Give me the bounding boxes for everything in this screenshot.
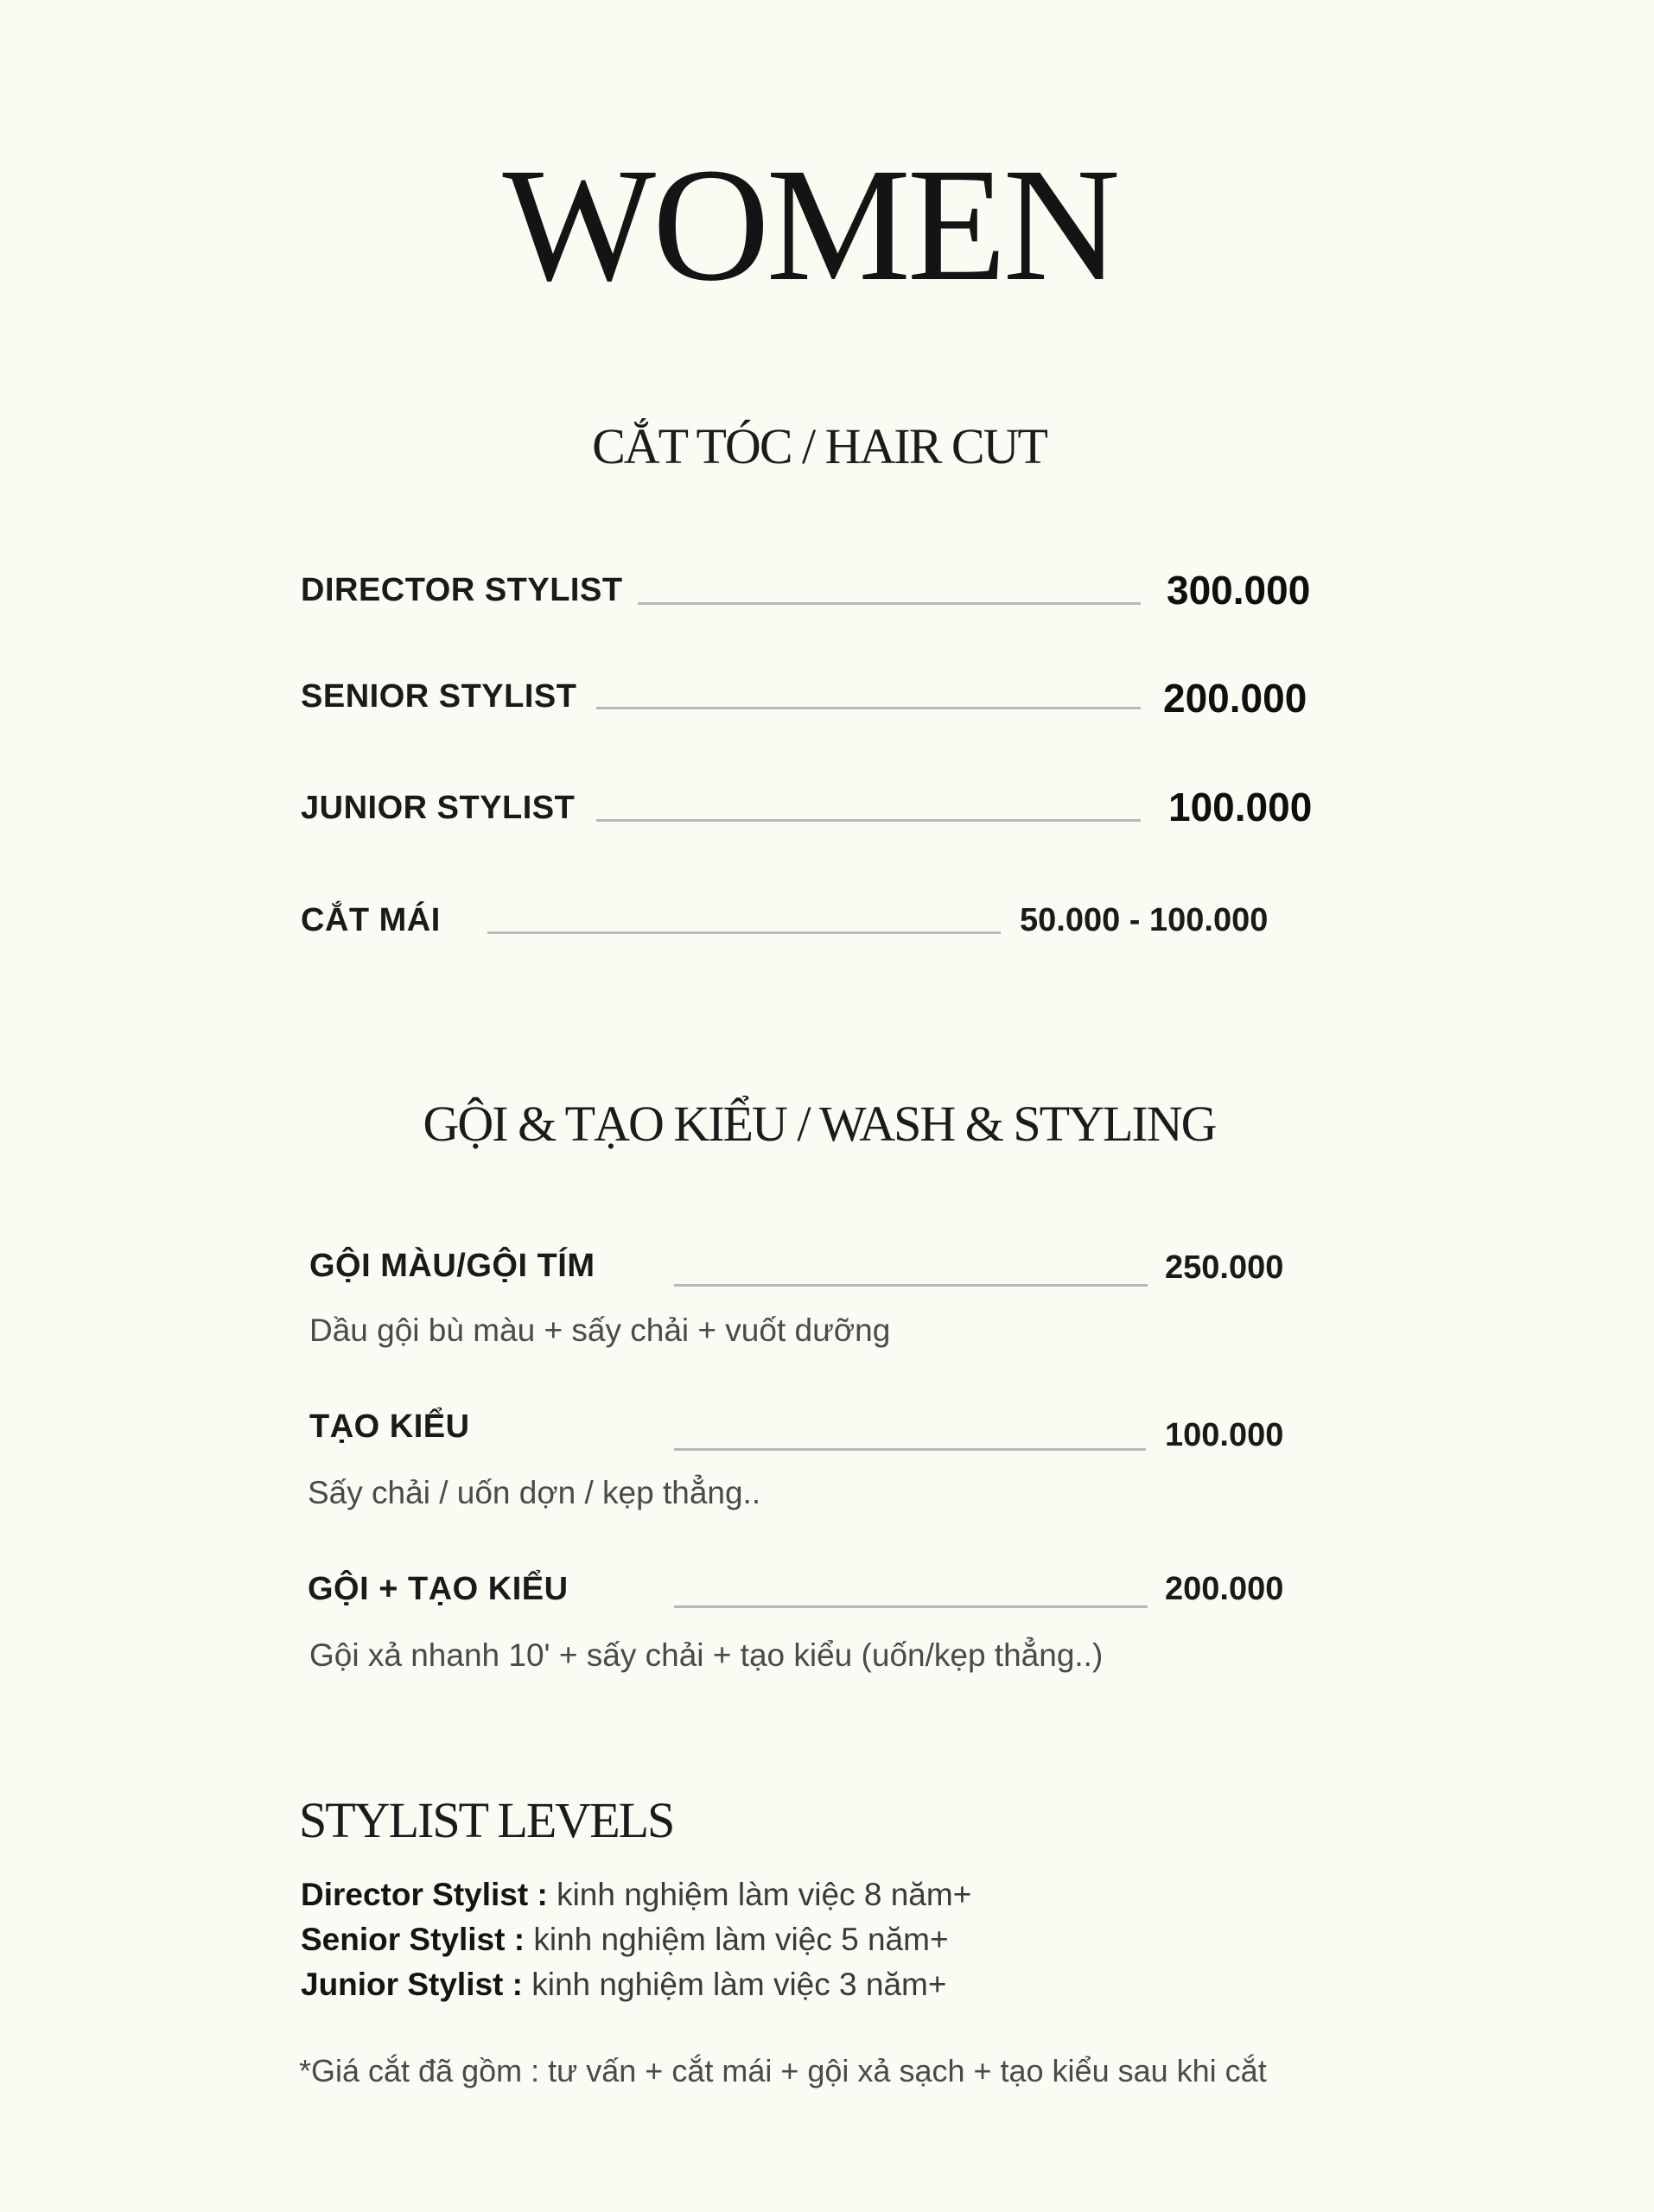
wash-item-styling-desc: Sấy chải / uốn dợn / kẹp thẳng..	[308, 1475, 761, 1510]
wash-item-combo-desc: Gội xả nhanh 10' + sấy chải + tạo kiểu (uốn/kẹp thẳng..)	[309, 1637, 1104, 1673]
level-junior	[301, 1963, 946, 2006]
haircut-item-bangs-leader	[487, 931, 1001, 934]
haircut-item-director-name: DIRECTOR STYLIST	[301, 572, 623, 608]
wash-section-title: GỘI & TẠO KIỂU / WASH & STYLING	[423, 1096, 1216, 1152]
page-title: WOMEN	[502, 134, 1117, 315]
wash-item-combo-price: 200.000	[1165, 1571, 1284, 1607]
wash-item-color-leader	[674, 1284, 1148, 1287]
wash-item-color-name: GỘI MÀU/GỘI TÍM	[309, 1248, 595, 1284]
level-senior-label: Senior Stylist :	[301, 1922, 525, 1957]
haircut-item-senior-name: SENIOR STYLIST	[301, 678, 577, 715]
haircut-item-bangs-name: CẮT MÁI	[301, 902, 441, 938]
level-director	[301, 1873, 971, 1916]
wash-item-combo-leader	[674, 1605, 1148, 1608]
level-senior-text: kinh nghiệm làm việc 5 năm+	[525, 1922, 949, 1957]
haircut-item-senior-price: 200.000	[1163, 676, 1307, 721]
haircut-section-title: CẮT TÓC / HAIR CUT	[592, 418, 1046, 474]
haircut-item-junior-price: 100.000	[1168, 785, 1313, 830]
wash-item-styling-price: 100.000	[1165, 1417, 1284, 1453]
wash-item-color-price: 250.000	[1165, 1249, 1284, 1286]
haircut-item-junior-leader	[596, 819, 1141, 822]
level-director-text: kinh nghiệm làm việc 8 năm+	[547, 1877, 972, 1912]
wash-item-styling-leader	[674, 1448, 1146, 1451]
haircut-item-director-leader	[638, 602, 1141, 605]
haircut-item-bangs-price: 50.000 - 100.000	[1020, 902, 1269, 938]
wash-item-color-desc: Dầu gội bù màu + sấy chải + vuốt dưỡng	[309, 1313, 891, 1348]
stylist-levels-title: STYLIST LEVELS	[299, 1792, 674, 1848]
haircut-item-director-price: 300.000	[1167, 568, 1311, 613]
haircut-item-senior-leader	[596, 707, 1141, 709]
price-footnote: *Giá cắt đã gồm : tư vấn + cắt mái + gội xả sạch + tạo kiểu sau khi cắt	[299, 2053, 1267, 2088]
wash-item-styling-name: TẠO KIỂU	[309, 1408, 470, 1445]
level-junior-label: Junior Stylist :	[301, 1967, 523, 2002]
level-director-label: Director Stylist :	[301, 1877, 548, 1912]
level-senior	[301, 1918, 949, 1961]
level-junior-text: kinh nghiệm làm việc 3 năm+	[522, 1967, 947, 2002]
wash-item-combo-name: GỘI + TẠO KIỂU	[308, 1571, 569, 1607]
haircut-item-junior-name: JUNIOR STYLIST	[301, 790, 576, 826]
